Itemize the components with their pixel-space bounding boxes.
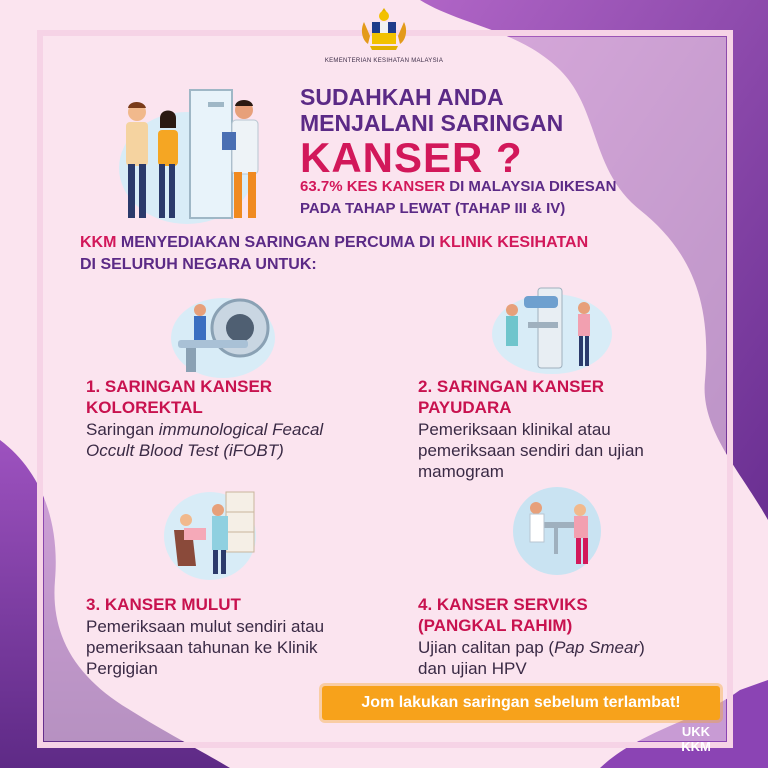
item-1-desc-2: Occult Blood Test (iFOBT) [86,441,284,460]
family-doctor-illustration [112,72,277,224]
item-1-desc-italic: immunological Feacal [158,420,324,439]
item-4-title-2: (PANGKAL RAHIM) [418,616,573,635]
logo-line-2: KKM [681,739,711,754]
doctor-consultation-illustration [508,482,606,580]
logo-line-1: UKK [681,724,711,739]
item-4-desc-1 [418,637,645,658]
stat-highlight: 63.7% KES KANSER [300,178,446,195]
item-2 [418,376,718,480]
stat-line-1 [300,178,616,195]
item-4 [418,594,718,678]
dentist-patient-illustration [162,486,262,580]
stat-line-2: PADA TAHAP LEWAT (TAHAP III & IV) [300,200,566,217]
intro-part1: MENYEDIAKAN SARINGAN PERCUMA DI [116,234,440,251]
title-highlight: KANSER ? [300,134,523,181]
intro-line-1 [80,234,588,252]
item-4-desc-italic: Pap Smear [554,638,640,657]
item-2-desc-1: Pemeriksaan klinikal atau [418,420,611,439]
item-3-desc-2: pemeriksaan tahunan ke Klinik [86,638,318,657]
item-1-title-2: KOLOREKTAL [86,398,203,417]
item-4-title-1: 4. KANSER SERVIKS [418,595,588,614]
item-1 [86,376,386,458]
mammogram-machine-illustration [488,278,616,374]
ministry-name: KEMENTERIAN KESIHATAN MALAYSIA [324,58,444,64]
item-3-desc-1: Pemeriksaan mulut sendiri atau [86,617,325,636]
item-1-desc-plain: Saringan [86,420,159,439]
cta-banner-text: Jom lakukan saringan sebelum terlambat! [361,694,681,711]
item-2-desc-3: mamogram [418,462,504,481]
item-2-title-1: 2. SARINGAN KANSER [418,377,605,396]
stat-rest: DI MALAYSIA DIKESAN [445,178,617,195]
colonoscopy-scanner-illustration [168,282,278,378]
item-4-desc-2: dan ujian HPV [418,659,527,678]
title-line-1: SUDAHKAH ANDA [300,84,504,110]
intro-block [80,234,720,282]
item-4-desc-plain: Ujian calitan pap ( [418,638,555,657]
item-1-title-1: 1. SARINGAN KANSER [86,377,273,396]
item-2-title-2: PAYUDARA [418,398,512,417]
item-3-desc-3: Pergigian [86,659,158,678]
item-4-desc-end: ) [639,638,645,657]
intro-line-2: DI SELURUH NEGARA UNTUK: [80,256,317,273]
title-line-2: MENJALANI SARINGAN [300,110,564,136]
item-3-title-1: 3. KANSER MULUT [86,595,241,614]
ukk-kkm-logo [676,724,716,758]
item-1-desc-1 [86,419,323,440]
item-2-desc-2: pemeriksaan sendiri dan ujian [418,441,644,460]
cta-banner [322,686,720,720]
item-3 [86,594,406,678]
malaysia-coat-of-arms-icon [358,6,410,54]
header [0,0,768,70]
intro-kkm: KKM [80,234,117,251]
intro-clinic: KLINIK KESIHATAN [439,234,589,251]
stat-block [300,178,720,222]
